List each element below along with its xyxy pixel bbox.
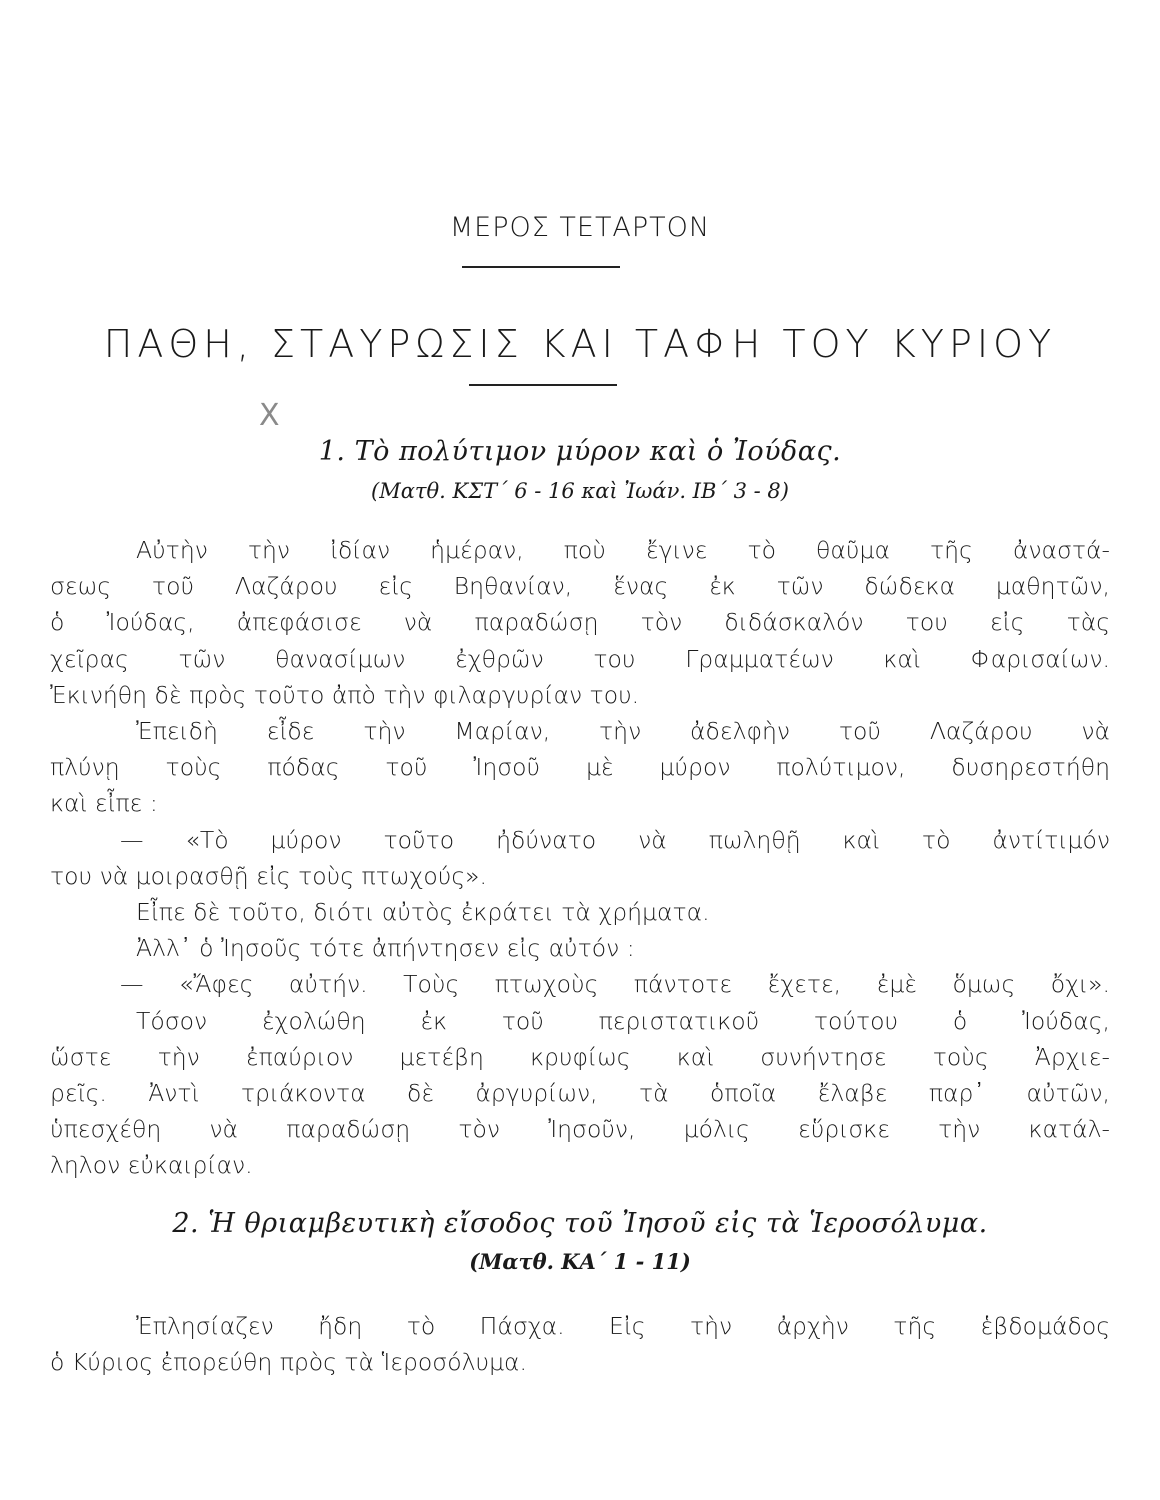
text-line: του νὰ μοιρασθῇ εἰς τοὺς πτωχούς». <box>50 861 487 890</box>
text-line: καὶ εἶπε : <box>50 789 158 818</box>
text-line: ὥστε τὴν ἐπαύριον μετέβη κρυφίως καὶ συνήντησε τοὺς Ἀρχιε- <box>50 1042 1110 1071</box>
part-title: ΜΕΡΟΣ ΤΕΤΑΡΤΟΝ <box>449 212 711 243</box>
text-line: σεως τοῦ Λαζάρου εἰς Βηθανίαν, ἕνας ἐκ τῶν δώδεκα μαθητῶν, <box>50 572 1110 601</box>
text-line: Εἶπε δὲ τοῦτο, διότι αὐτὸς ἐκράτει τὰ χρήματα. <box>136 898 710 927</box>
section-2-title: 2. Ἡ θριαμβευτικὴ εἴσοδος τοῦ Ἰησοῦ εἰς τὰ Ἱεροσόλυμα. <box>172 1208 988 1239</box>
text-line: ὁ Κύριος ἐπορεύθη πρὸς τὰ Ἱεροσόλυμα. <box>50 1348 527 1377</box>
section-1-body <box>50 532 1110 1184</box>
text-line: Ἐκινήθη δὲ πρὸς τοῦτο ἀπὸ τὴν φιλαργυρίαν του. <box>50 680 640 709</box>
text-line: πλύνῃ τοὺς πόδας τοῦ Ἰησοῦ μὲ μύρον πολύτιμον, δυσηρεστήθη <box>50 753 1110 782</box>
text-line: — «Τὸ μύρον τοῦτο ἠδύνατο νὰ πωληθῇ καὶ τὸ ἀντίτιμόν <box>120 825 1110 854</box>
section-1-reference: (Ματθ. ΚΣΤ΄ 6 - 16 καὶ Ἰωάν. ΙΒ΄ 3 - 8) <box>371 479 789 503</box>
section-2-body <box>50 1308 1110 1380</box>
text-line: χεῖρας τῶν θανασίμων ἐχθρῶν του Γραμματέων καὶ Φαρισαίων. <box>50 644 1110 673</box>
text-line: Ἐπειδὴ εἶδε τὴν Μαρίαν, τὴν ἀδελφὴν τοῦ Λαζάρου νὰ <box>136 717 1110 746</box>
text-line: ὑπεσχέθη νὰ παραδώσῃ τὸν Ἰησοῦν, μόλις εὕρισκε τὴν κατάλ- <box>50 1115 1110 1144</box>
text-line: ὁ Ἰούδας, ἀπεφάσισε νὰ παραδώσῃ τὸν διδάσκαλόν του εἰς τὰς <box>50 608 1110 637</box>
text-line: ληλον εὐκαιρίαν. <box>50 1151 253 1180</box>
chapter-title: ΠΑΘΗ, ΣΤΑΥΡΩΣΙΣ ΚΑΙ ΤΑΦΗ ΤΟΥ ΚΥΡΙΟΥ <box>103 322 1057 366</box>
text-line: — «Ἄφες αὐτήν. Τοὺς πτωχοὺς πάντοτε ἔχετε, ἐμὲ ὅμως ὄχι». <box>120 970 1110 999</box>
section-1-title: 1. Τὸ πολύτιμον μύρον καὶ ὁ Ἰούδας. <box>318 436 842 467</box>
section-2-reference: (Ματθ. ΚΑ΄ 1 - 11) <box>469 1249 691 1274</box>
text-line: Ἐπλησίαζεν ἤδη τὸ Πάσχα. Εἰς τὴν ἀρχὴν τῆς ἑβδομάδος <box>136 1312 1110 1340</box>
text-line: Τόσον ἐχολώθη ἐκ τοῦ περιστατικοῦ τούτου ὁ Ἰούδας, <box>136 1006 1110 1035</box>
text-line: ρεῖς. Ἀντὶ τριάκοντα δὲ ἀργυρίων, τὰ ὁποῖα ἔλαβε παρ᾽ αὐτῶν, <box>50 1079 1110 1108</box>
text-line: Ἀλλ᾽ ὁ Ἰησοῦς τότε ἀπήντησεν εἰς αὐτόν : <box>136 934 635 963</box>
text-line: Αὐτὴν τὴν ἰδίαν ἡμέραν, ποὺ ἔγινε τὸ θαῦμα τῆς ἀναστά- <box>136 536 1110 564</box>
title-divider-bottom <box>469 384 617 386</box>
handwritten-mark: X <box>259 398 280 433</box>
title-divider-top <box>462 266 620 268</box>
